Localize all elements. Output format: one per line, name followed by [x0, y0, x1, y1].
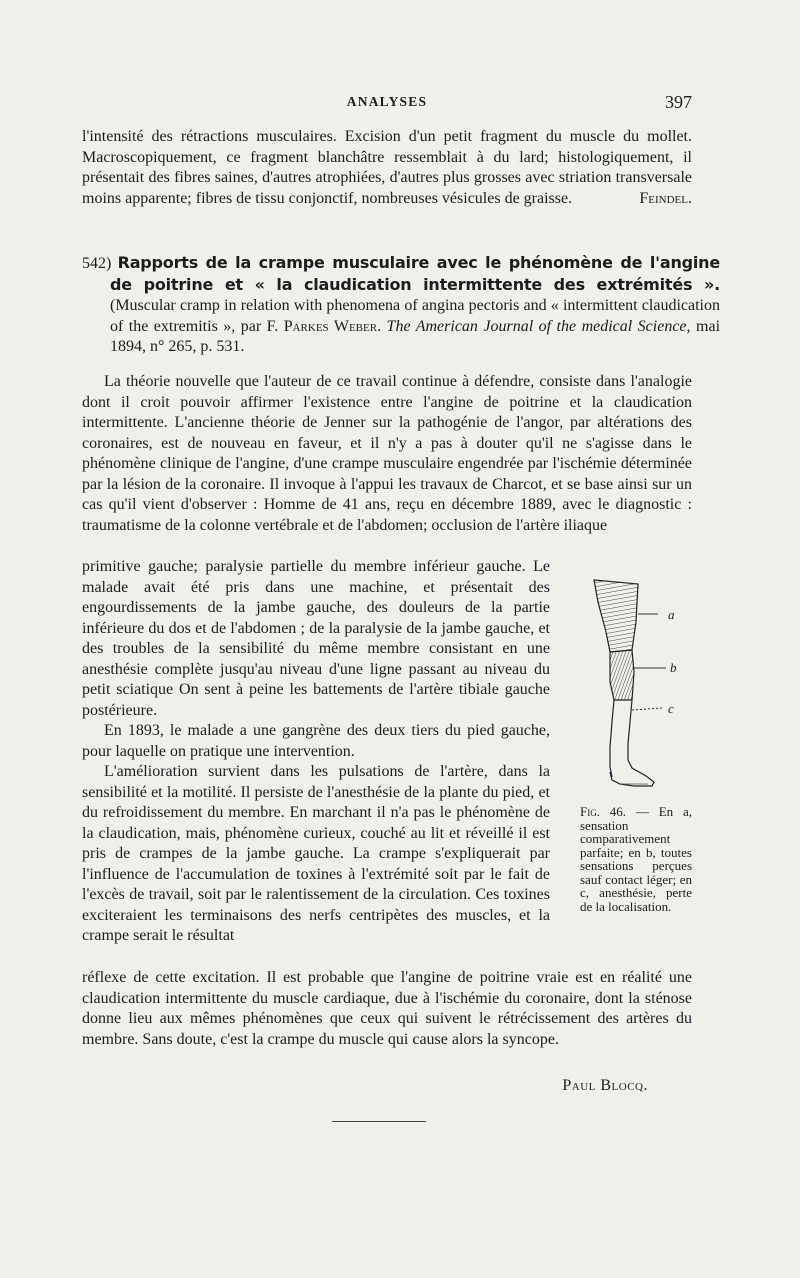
abstract-paragraph-3: L'amélioration survient dans les pulsations de l'artère, dans la sensibilité et la motilité. Il persiste de l'anesthésie de la plante du pied, et du refroidissement du membre. En marchant il n'a pas le phénomène de la claudication, mais, phénomène curieux, couché au lit et réveillé il est pris de crampes de la jambe gauche. La crampe s'expliquerait par l'influence de l'accumulation de toxines à l'extrémité soit par le fait de l'excès de travail, soit par le ralentissement de la circulation. Ces toxines exciteraient les terminaisons des nerfs centripètes des muscles, et la crampe serait le résultat	[82, 763, 550, 944]
knee-region-b	[610, 650, 634, 700]
end-rule	[332, 1121, 426, 1122]
article-journal: The American Journal of the medical Science,	[386, 317, 691, 335]
previous-abstract-signature: Feindel.	[639, 189, 692, 207]
abstract-body-left-column	[82, 557, 550, 947]
article-number: 542)	[82, 255, 112, 272]
article-reference	[82, 253, 720, 358]
article-translation: (Muscular cramp in relation with phenomena of angina pectoris and « intermittent claudication of the extremitis », par F.	[110, 297, 720, 335]
label-c: c	[668, 701, 674, 716]
running-head: ANALYSES	[346, 94, 428, 109]
figure-caption	[580, 805, 692, 913]
leader-c	[632, 708, 662, 710]
lower-leg-outline	[610, 700, 654, 786]
abstract-paragraph-1-continued: primitive gauche; paralysie partielle du membre inférieur gauche. Le malade avait été pris dans une machine, et présentait des engourdissements de la jambe gauche, des douleurs de la partie inférieure du dos et de l'abdomen ; de la paralysie de la jambe gauche, et des troubles de la sensibilité du même membre consistant en une anesthésie complète jusqu'au niveau d'une ligne passant au niveau du petit sciatique On sent à peine les battements de l'artère tibiale gauche postérieure.	[82, 558, 550, 719]
leg-drawing	[594, 580, 654, 786]
abstract-signature: Paul Blocq.	[562, 1077, 648, 1094]
abstract-paragraph-2: En 1893, le malade a une gangrène des deux tiers du pied gauche, pour laquelle on pratique une intervention.	[82, 722, 550, 760]
page-number: 397	[665, 92, 692, 112]
thigh-region-a	[594, 580, 638, 652]
label-a: a	[668, 607, 675, 622]
leg-sensation-figure	[562, 572, 690, 802]
figure-caption-text: — En a, sensation comparativement parfaite; en b, toutes sensations perçues sauf contact léger; en c, anesthésie, perte de la localisation.	[580, 804, 692, 914]
abstract-paragraph-3-continued: réflexe de cette excitation. Il est probable que l'angine de poitrine vraie est en réalité une claudication intermittente du muscle cardiaque, due à l'ischémie du coronaire, dont la sténose donne lieu aux mêmes phénomènes que ceux qui suivent le rétrécissement des artères du membre. Sans doute, c'est la crampe du muscle qui cause alors la syncope.	[82, 969, 692, 1048]
page-header	[82, 92, 692, 114]
article-citation: mai 1894, n° 265, p. 531.	[110, 317, 721, 355]
abstract-paragraph-1: La théorie nouvelle que l'auteur de ce travail continue à défendre, consiste dans l'analogie dont il croit pouvoir affirmer l'existence entre l'angine de poitrine et la claudication intermittente. L'ancienne théorie de Jenner sur la pathogénie de l'angor, par altérations des coronaires, est de nouveau en faveur, et il n'y a pas à douter qu'il ne s'agisse dans le phénomène clinique de l'angine, d'une crampe musculaire engendrée par l'ischémie déterminée par la lésion de la coronaire. Il invoque à l'appui les travaux de Charcot, et se base ainsi sur un cas qu'il vient d'observer : Homme de 41 ans, reçu en décembre 1889, avec le diagnostic : traumatisme de la colonne vertébrale et de l'abdomen; occlusion de l'artère iliaque	[82, 373, 692, 534]
previous-abstract-text: l'intensité des rétractions musculaires. Excision d'un petit fragment du muscle du mollet. Macroscopiquement, ce fragment blanchâtre ressemblait à du lard; histologiquement, il présentait des fibres saines, d'autres atrophiées, d'autres plus grosses avec striation transversale moins apparente; fibres de tissu conjonctif, nombreuses vésicules de graisse.	[82, 128, 692, 207]
figure-caption-number: Fig. 46.	[580, 804, 627, 819]
previous-abstract	[82, 127, 692, 209]
article-title: Rapports de la crampe musculaire avec le phénomène de l'angine de poitrine et « la claudication intermittente des extrémités ».	[110, 253, 721, 294]
label-b: b	[670, 660, 677, 675]
article-author: Parkes Weber.	[283, 317, 382, 335]
